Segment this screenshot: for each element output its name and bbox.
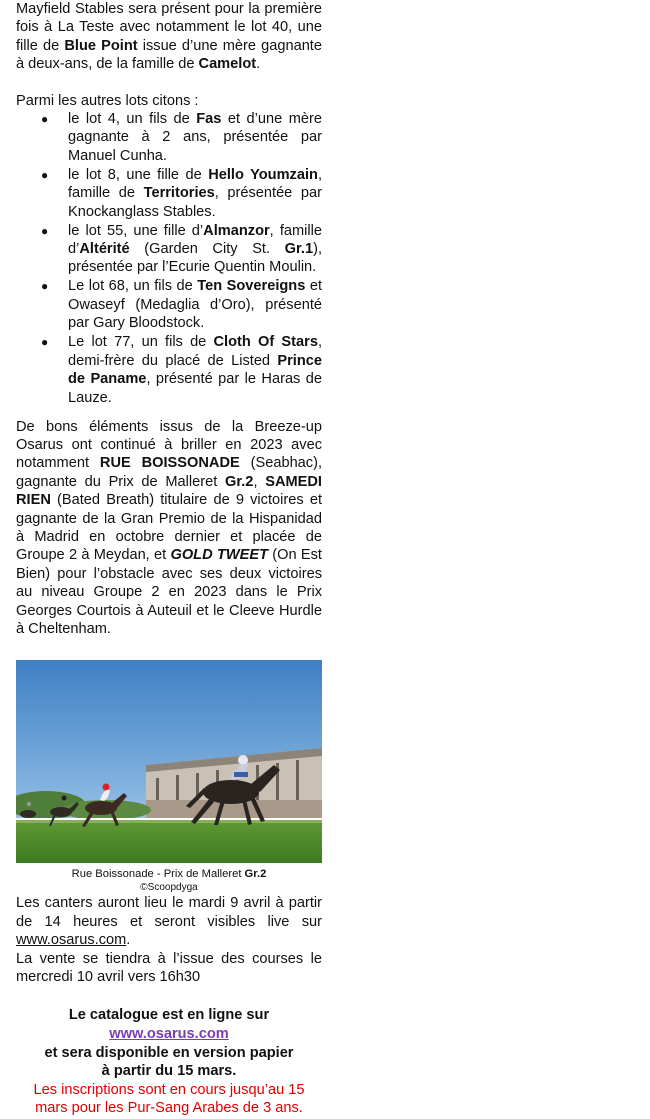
list-item: ● le lot 55, une fille d’Almanzor, famille d’Altérité (Garden City St. Gr.1), présentée par l’Ecurie Quentin Moulin. (41, 222, 322, 276)
bullet-icon: ● (41, 335, 49, 350)
list-item: ● le lot 8, une fille de Hello Youmzain, famille de Territories, présentée par Knockanglass Stables. (41, 166, 323, 220)
lots-list (16, 110, 322, 407)
article-column (16, 0, 322, 1118)
bullet-icon: ● (41, 279, 49, 294)
horse-name: RUE BOISSONADE (99, 455, 240, 472)
family-name: Camelot (198, 56, 257, 73)
bullet-icon: ● (41, 167, 49, 182)
list-item: ● Le lot 68, un fils de Ten Sovereigns et Owaseyf (Medaglia d’Oro), présenté par Gary Bloodstock. (41, 278, 323, 332)
catalogue-link[interactable]: www.osarus.com (109, 1026, 229, 1042)
horse-name: SAMEDI RIEN (16, 473, 322, 509)
race-photo (16, 660, 322, 863)
intro-text: . (256, 56, 261, 73)
list-item: ● le lot 4, un fils de Fas et d’une mère gagnante à 2 ans, présentée par Manuel Cunha. (41, 111, 322, 164)
horse-name: GOLD TWEET (170, 547, 268, 564)
photo-caption: Rue Boissonade - Prix de Malleret Gr.2 (71, 868, 267, 881)
bullet-icon: ● (41, 223, 49, 238)
intro-text: issue d’une mère gagnante à deux-ans, de la famille de (16, 37, 322, 73)
registration-notice: mars pour les Pur-Sang Arabes de 3 ans. (35, 1100, 303, 1117)
lots-heading: Parmi les autres lots citons : (16, 92, 199, 109)
canters-paragraph: Les canters auront lieu le mardi 9 avril à partir de 14 heures et seront visibles live sur www.osarus.com. La vente se tiendra à l’issue des courses le mercredi 10 avril vers 16h30 (16, 895, 322, 985)
catalogue-line: à partir du 15 mars. (101, 1063, 237, 1080)
intro-text: Mayfield Stables sera présent pour la première fois à La Teste avec notamment le lot 40, une fille de (16, 1, 322, 54)
registration-notice: Les inscriptions sont en cours jusqu’au 15 (33, 1081, 305, 1098)
sale-info: La vente se tiendra à l’issue des courses le mercredi 10 avril vers 16h30 (16, 950, 322, 985)
sire-name: Blue Point (64, 37, 138, 54)
catalogue-line: et sera disponible en version papier (44, 1044, 294, 1061)
intro-paragraph (16, 0, 322, 74)
photo-credit: ©Scoopdyga (140, 882, 198, 894)
bullet-icon: ● (41, 112, 49, 127)
catalogue-block (16, 1006, 322, 1118)
catalogue-line: Le catalogue est en ligne sur (68, 1007, 270, 1024)
list-item: ● Le lot 77, un fils de Cloth Of Stars, demi-frère du placé de Listed Prince de Paname, présenté par le Haras de Lauze. (41, 334, 323, 406)
breeze-paragraph: De bons éléments issus de la Breeze-up Osarus ont continué à briller en 2023 avec notamment RUE BOISSONADE (Seabhac), gagnante du Prix de Malleret Gr.2, SAMEDI RIEN (Bated Breath) titulaire de 9 victoires et gagnante de la Gran Premio de la Hispanidad à Madrid en octobre dernier et placée de Groupe 2 à Meydan, et GOLD TWEET (On Est Bien) pour l’obstacle avec ses deux victoires au niveau Groupe 2 en 2023 dans le Prix Georges Courtois à Auteuil et le Cleeve Hurdle à Cheltenham. (16, 418, 323, 637)
osarus-link[interactable]: www.osarus.com (16, 932, 127, 949)
